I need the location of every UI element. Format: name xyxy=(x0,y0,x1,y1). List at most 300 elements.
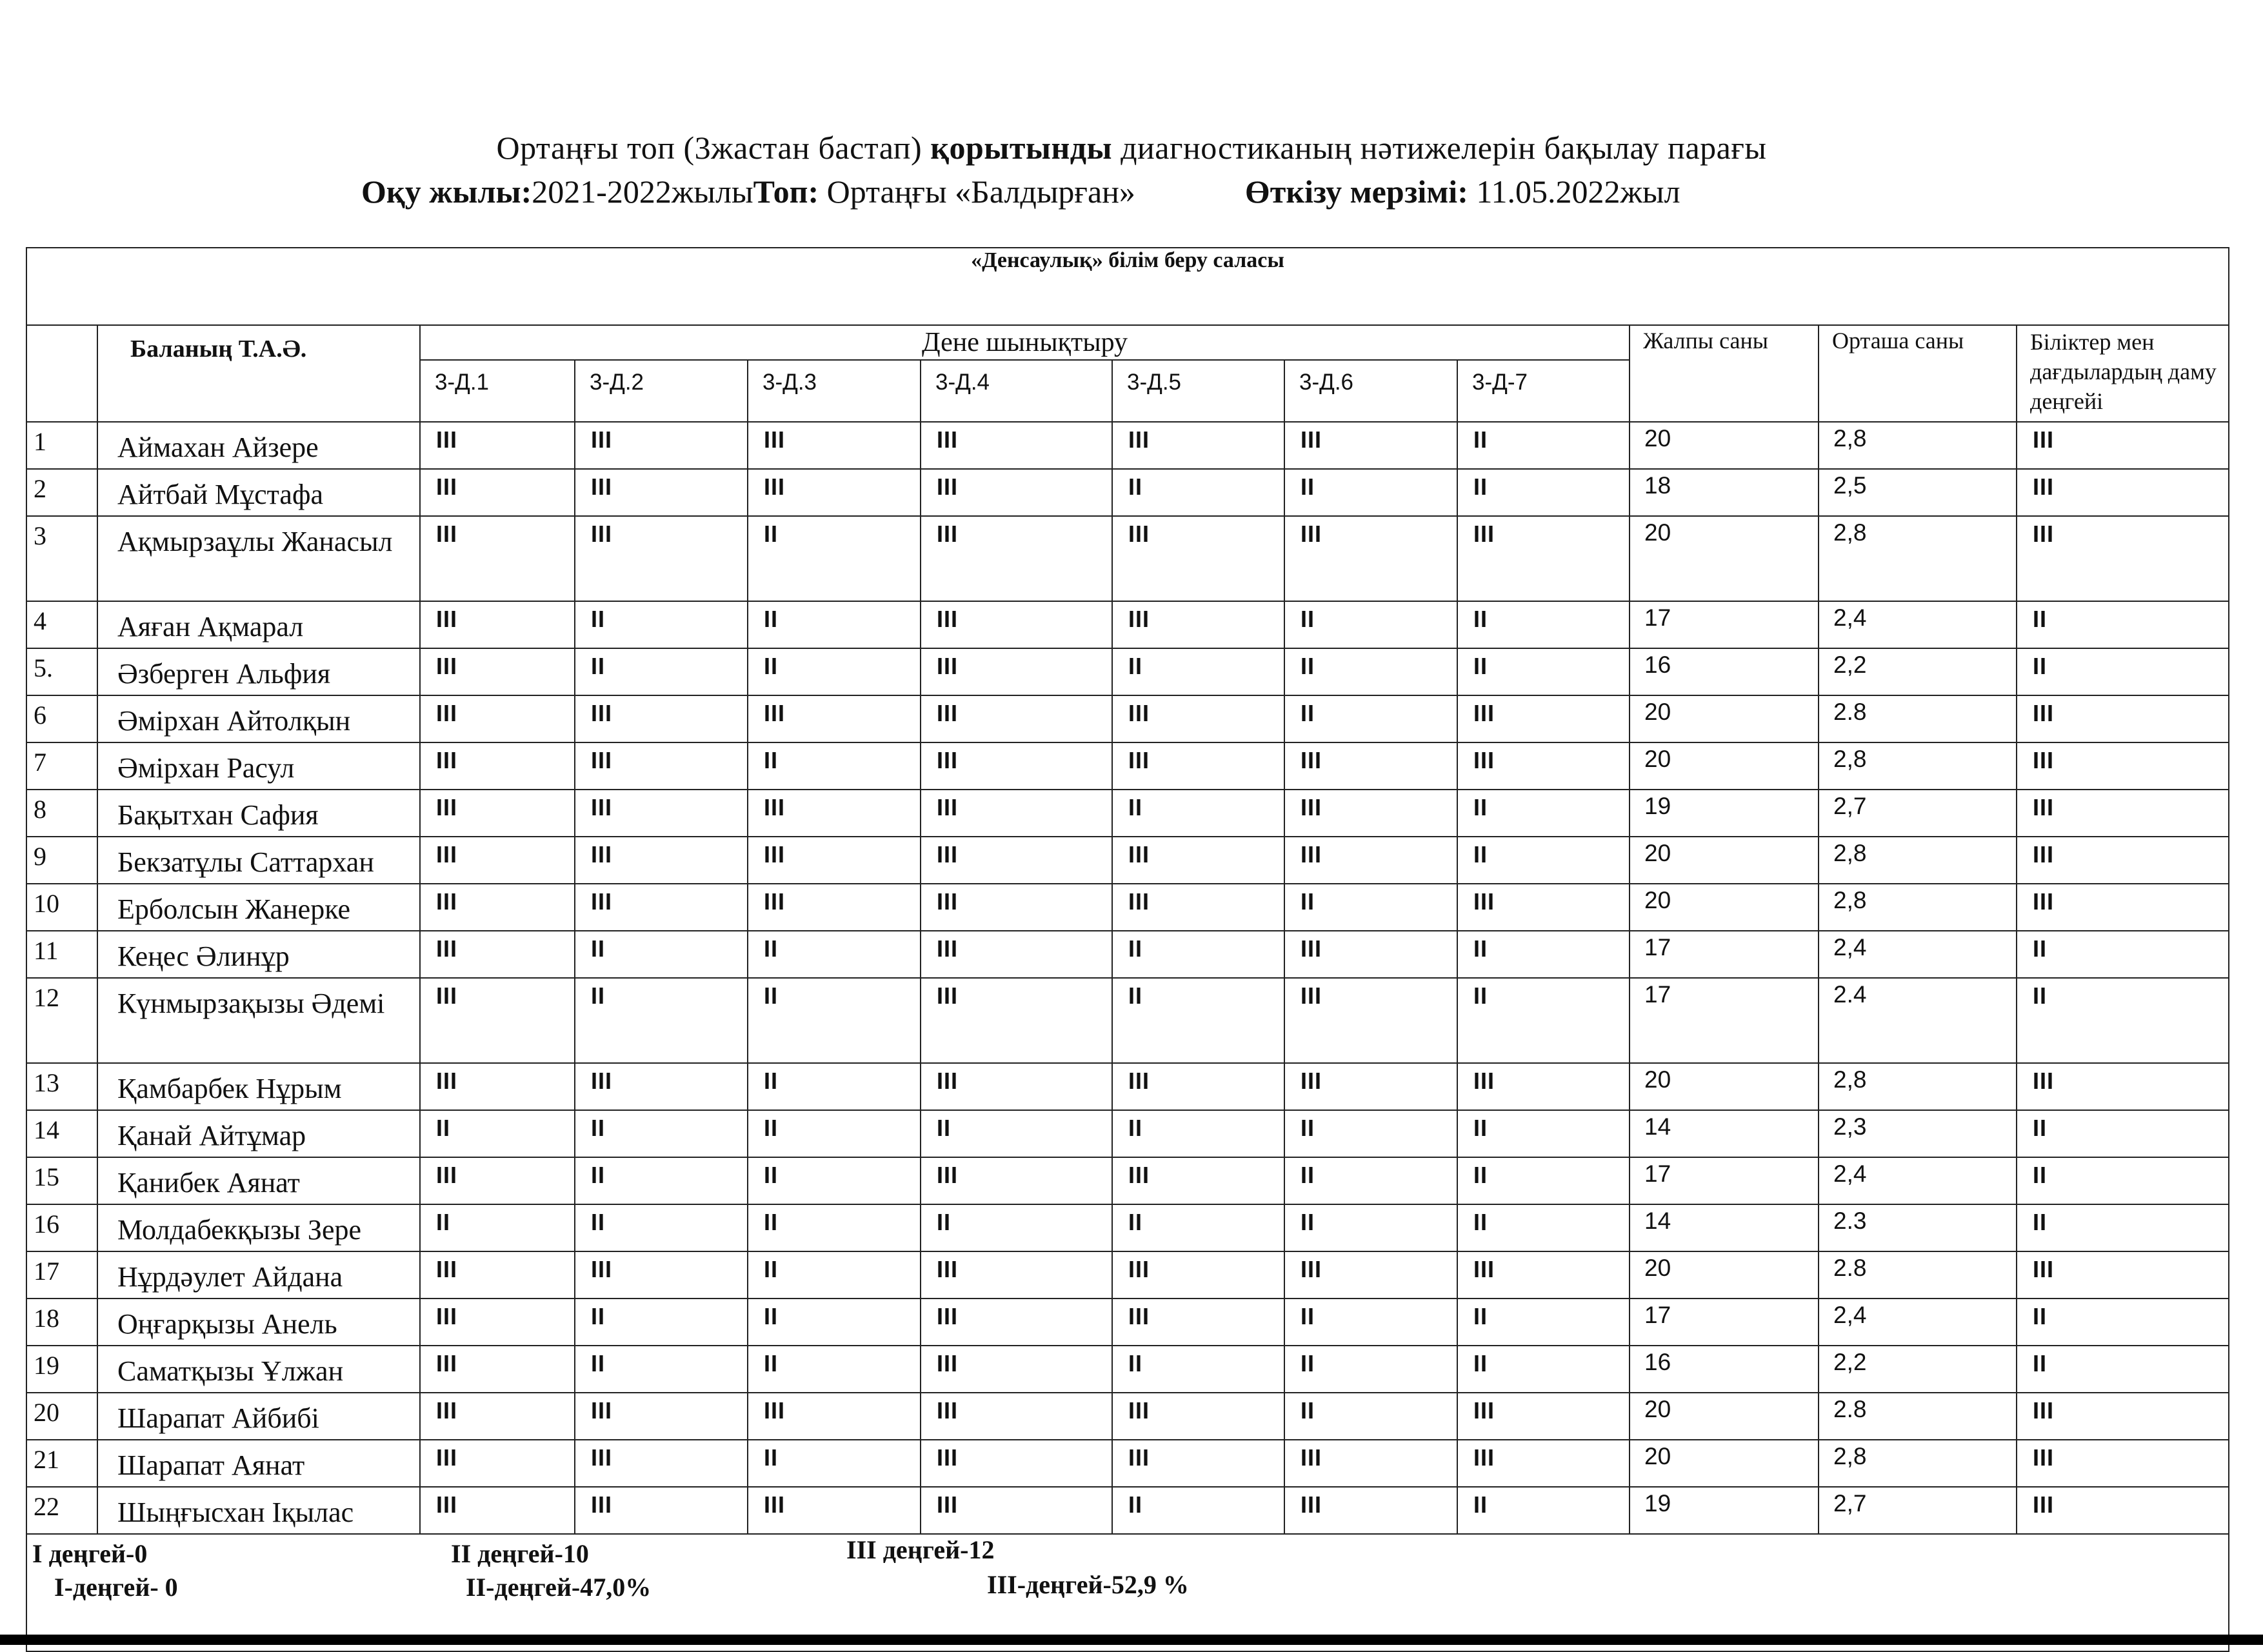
indicator-mark: II xyxy=(575,648,748,695)
child-name: Бекзатұлы Саттархан xyxy=(97,837,420,884)
indicator-mark: III xyxy=(921,978,1112,1063)
total-score: 20 xyxy=(1630,884,1819,931)
average-score: 2,8 xyxy=(1819,742,2017,790)
indicator-mark: III xyxy=(921,931,1112,978)
child-name: Саматқызы Ұлжан xyxy=(97,1346,420,1393)
level-1-percent: I-деңгей- 0 xyxy=(54,1573,178,1602)
student-row xyxy=(26,978,2229,1063)
student-row xyxy=(26,1299,2229,1346)
indicator-mark: III xyxy=(921,837,1112,884)
indicator-mark: II xyxy=(748,1063,921,1110)
student-row xyxy=(26,931,2229,978)
skill-level: III xyxy=(2017,1487,2229,1534)
indicator-mark: III xyxy=(921,884,1112,931)
indicator-mark: III xyxy=(1112,1063,1284,1110)
skill-level: III xyxy=(2017,790,2229,837)
diagnostics-table xyxy=(26,247,2229,1652)
indicator-mark: III xyxy=(1112,516,1284,601)
indicator-mark: II xyxy=(1112,790,1284,837)
row-number: 2 xyxy=(26,469,97,516)
child-name: Бақытхан Сафия xyxy=(97,790,420,837)
child-name: Шыңғысхан Іқылас xyxy=(97,1487,420,1534)
student-row xyxy=(26,742,2229,790)
date-label: Өткізу мерзімі: xyxy=(1244,174,1468,210)
indicator-mark: III xyxy=(420,1440,575,1487)
skill-level: II xyxy=(2017,601,2229,648)
indicator-mark: III xyxy=(921,648,1112,695)
indicator-mark: III xyxy=(1284,837,1457,884)
student-row xyxy=(26,837,2229,884)
indicator-mark: III xyxy=(1284,790,1457,837)
indicator-mark: III xyxy=(1112,1440,1284,1487)
skill-level-header: Біліктер мен дағдылардың даму деңгейі xyxy=(2017,325,2229,422)
average-score: 2.8 xyxy=(1819,695,2017,742)
student-row xyxy=(26,1393,2229,1440)
scan-edge xyxy=(0,1635,2263,1645)
indicator-mark: III xyxy=(921,1063,1112,1110)
indicator-mark: III xyxy=(1457,742,1630,790)
indicator-mark: III xyxy=(1112,884,1284,931)
row-number: 19 xyxy=(26,1346,97,1393)
student-row xyxy=(26,1204,2229,1251)
indicator-mark: III xyxy=(420,837,575,884)
indicator-mark: III xyxy=(420,1393,575,1440)
row-number: 18 xyxy=(26,1299,97,1346)
indicator-mark: II xyxy=(1457,601,1630,648)
skill-level: II xyxy=(2017,1299,2229,1346)
student-row xyxy=(26,1487,2229,1534)
total-score: 17 xyxy=(1630,978,1819,1063)
skill-level: III xyxy=(2017,469,2229,516)
indicator-mark: III xyxy=(1284,931,1457,978)
physical-education-header: Дене шынықтыру xyxy=(420,325,1630,360)
indicator-code-7: 3-Д-7 xyxy=(1457,360,1630,422)
indicator-mark: III xyxy=(575,790,748,837)
indicator-mark: II xyxy=(1284,1299,1457,1346)
education-area-title: «Денсаулық» білім беру саласы xyxy=(26,248,2229,325)
indicator-mark: III xyxy=(575,1440,748,1487)
year-label: Оқу жылы: xyxy=(361,174,532,210)
indicator-mark: II xyxy=(420,1204,575,1251)
indicator-mark: III xyxy=(420,742,575,790)
total-score: 17 xyxy=(1630,931,1819,978)
average-score: 2,4 xyxy=(1819,1157,2017,1204)
indicator-mark: III xyxy=(748,695,921,742)
indicator-mark: II xyxy=(748,516,921,601)
indicator-mark: III xyxy=(921,1157,1112,1204)
indicator-mark: II xyxy=(1457,931,1630,978)
indicator-mark: III xyxy=(1457,695,1630,742)
indicator-mark: II xyxy=(1284,1110,1457,1157)
row-number: 14 xyxy=(26,1110,97,1157)
indicator-mark: III xyxy=(575,742,748,790)
row-number: 12 xyxy=(26,978,97,1063)
child-name: Нұрдәулет Айдана xyxy=(97,1251,420,1299)
row-number: 10 xyxy=(26,884,97,931)
average-score: 2,8 xyxy=(1819,422,2017,469)
indicator-mark: II xyxy=(1284,1157,1457,1204)
indicator-mark: III xyxy=(420,648,575,695)
child-name: Қанибек Аянат xyxy=(97,1157,420,1204)
indicator-mark: II xyxy=(575,1346,748,1393)
indicator-mark: III xyxy=(921,1299,1112,1346)
total-score: 20 xyxy=(1630,837,1819,884)
indicator-mark: III xyxy=(1284,1440,1457,1487)
indicator-mark: II xyxy=(748,1204,921,1251)
indicator-mark: III xyxy=(1284,978,1457,1063)
indicator-code-1: 3-Д.1 xyxy=(420,360,575,422)
student-row xyxy=(26,790,2229,837)
skill-level: III xyxy=(2017,695,2229,742)
indicator-mark: III xyxy=(1457,1251,1630,1299)
child-name: Күнмырзақызы Әдемі xyxy=(97,978,420,1063)
indicator-mark: II xyxy=(1284,601,1457,648)
indicator-mark: II xyxy=(1457,978,1630,1063)
indicator-mark: III xyxy=(1112,1157,1284,1204)
child-name: Ерболсын Жанерке xyxy=(97,884,420,931)
indicator-mark: III xyxy=(420,422,575,469)
summary-row xyxy=(26,1534,2229,1651)
row-number: 5. xyxy=(26,648,97,695)
row-number: 16 xyxy=(26,1204,97,1251)
student-row xyxy=(26,1157,2229,1204)
indicator-mark: II xyxy=(575,1157,748,1204)
indicator-mark: III xyxy=(921,790,1112,837)
skill-level: III xyxy=(2017,1063,2229,1110)
skill-level: III xyxy=(2017,1251,2229,1299)
indicator-mark: III xyxy=(748,469,921,516)
indicator-mark: II xyxy=(575,1299,748,1346)
indicator-mark: III xyxy=(921,1346,1112,1393)
indicator-mark: II xyxy=(575,601,748,648)
total-score: 20 xyxy=(1630,1440,1819,1487)
indicator-mark: II xyxy=(1284,1204,1457,1251)
indicator-mark: III xyxy=(420,1346,575,1393)
level-2-count: II деңгей-10 xyxy=(451,1539,589,1568)
indicator-mark: III xyxy=(921,1440,1112,1487)
total-score: 20 xyxy=(1630,1251,1819,1299)
student-row xyxy=(26,516,2229,601)
indicator-mark: III xyxy=(1284,422,1457,469)
total-score: 14 xyxy=(1630,1204,1819,1251)
indicator-mark: II xyxy=(1112,1346,1284,1393)
skill-level: III xyxy=(2017,884,2229,931)
indicator-mark: II xyxy=(921,1110,1112,1157)
row-number: 6 xyxy=(26,695,97,742)
indicator-mark: II xyxy=(575,931,748,978)
average-score: 2,4 xyxy=(1819,1299,2017,1346)
indicator-mark: III xyxy=(420,884,575,931)
row-number: 1 xyxy=(26,422,97,469)
student-row xyxy=(26,695,2229,742)
indicator-mark: II xyxy=(748,1346,921,1393)
total-score: 20 xyxy=(1630,742,1819,790)
indicator-mark: III xyxy=(748,1393,921,1440)
indicator-mark: III xyxy=(921,469,1112,516)
skill-level: II xyxy=(2017,978,2229,1063)
indicator-mark: III xyxy=(1284,1487,1457,1534)
indicator-mark: III xyxy=(575,1393,748,1440)
indicator-mark: II xyxy=(1112,648,1284,695)
indicator-mark: II xyxy=(1457,1204,1630,1251)
child-name: Шарапат Айбибі xyxy=(97,1393,420,1440)
indicator-mark: III xyxy=(1112,1393,1284,1440)
child-name: Қанай Айтұмар xyxy=(97,1110,420,1157)
indicator-mark: III xyxy=(420,1251,575,1299)
indicator-mark: III xyxy=(921,1393,1112,1440)
child-name: Қамбарбек Нұрым xyxy=(97,1063,420,1110)
child-name: Аймахан Айзере xyxy=(97,422,420,469)
student-row xyxy=(26,648,2229,695)
indicator-mark: II xyxy=(1284,884,1457,931)
indicator-mark: III xyxy=(1457,516,1630,601)
indicator-mark: II xyxy=(1457,469,1630,516)
indicator-mark: III xyxy=(748,422,921,469)
indicator-mark: III xyxy=(1112,742,1284,790)
indicator-mark: III xyxy=(420,516,575,601)
skill-level: II xyxy=(2017,1346,2229,1393)
indicator-mark: III xyxy=(575,1251,748,1299)
average-score: 2,8 xyxy=(1819,837,2017,884)
year-value: 2021-2022жылы xyxy=(532,174,753,210)
indicator-code-5: 3-Д.5 xyxy=(1112,360,1284,422)
student-row xyxy=(26,884,2229,931)
level-3-percent: III-деңгей-52,9 % xyxy=(987,1570,1189,1599)
indicator-code-3: 3-Д.3 xyxy=(748,360,921,422)
total-score: 16 xyxy=(1630,1346,1819,1393)
indicator-mark: II xyxy=(1457,648,1630,695)
group-label: Топ: xyxy=(753,174,819,210)
skill-level: III xyxy=(2017,1393,2229,1440)
child-name: Айтбай Мұстафа xyxy=(97,469,420,516)
total-score: 20 xyxy=(1630,1063,1819,1110)
indicator-mark: II xyxy=(575,1110,748,1157)
indicator-mark: II xyxy=(921,1204,1112,1251)
total-score: 18 xyxy=(1630,469,1819,516)
indicator-mark: III xyxy=(1112,837,1284,884)
row-number: 13 xyxy=(26,1063,97,1110)
indicator-mark: III xyxy=(748,884,921,931)
indicator-mark: III xyxy=(575,884,748,931)
skill-level: III xyxy=(2017,742,2229,790)
student-row xyxy=(26,469,2229,516)
total-score: 17 xyxy=(1630,1299,1819,1346)
indicator-mark: II xyxy=(1112,1204,1284,1251)
date-value: 11.05.2022жыл xyxy=(1468,174,1680,210)
indicator-mark: II xyxy=(748,601,921,648)
indicator-mark: II xyxy=(1457,837,1630,884)
document-subtitle xyxy=(361,173,1680,210)
indicator-mark: II xyxy=(748,1440,921,1487)
average-score: 2,4 xyxy=(1819,601,2017,648)
indicator-mark: II xyxy=(575,978,748,1063)
indicator-mark: III xyxy=(1457,1393,1630,1440)
average-score: 2.8 xyxy=(1819,1393,2017,1440)
total-score: 20 xyxy=(1630,695,1819,742)
indicator-mark: II xyxy=(1284,648,1457,695)
row-number: 9 xyxy=(26,837,97,884)
indicator-mark: II xyxy=(1457,790,1630,837)
indicator-mark: II xyxy=(1112,978,1284,1063)
total-score: 19 xyxy=(1630,790,1819,837)
skill-level: III xyxy=(2017,837,2229,884)
indicator-mark: II xyxy=(1457,1487,1630,1534)
indicator-code-6: 3-Д.6 xyxy=(1284,360,1457,422)
student-row xyxy=(26,1110,2229,1157)
average-score: 2,5 xyxy=(1819,469,2017,516)
indicator-mark: II xyxy=(748,1251,921,1299)
row-number: 17 xyxy=(26,1251,97,1299)
group-value: Ортаңғы «Балдырған» xyxy=(819,174,1135,210)
row-number: 4 xyxy=(26,601,97,648)
child-name: Аяған Ақмарал xyxy=(97,601,420,648)
indicator-mark: III xyxy=(575,837,748,884)
indicator-mark: III xyxy=(748,837,921,884)
indicator-mark: II xyxy=(748,742,921,790)
total-score: 20 xyxy=(1630,422,1819,469)
indicator-code-2: 3-Д.2 xyxy=(575,360,748,422)
row-number: 11 xyxy=(26,931,97,978)
child-name: Молдабекқызы Зере xyxy=(97,1204,420,1251)
indicator-mark: III xyxy=(575,516,748,601)
skill-level: III xyxy=(2017,422,2229,469)
average-score: 2,7 xyxy=(1819,790,2017,837)
total-score: 20 xyxy=(1630,1393,1819,1440)
indicator-mark: II xyxy=(1112,1487,1284,1534)
average-score: 2,4 xyxy=(1819,931,2017,978)
total-score: 14 xyxy=(1630,1110,1819,1157)
indicator-mark: III xyxy=(420,695,575,742)
row-number: 3 xyxy=(26,516,97,601)
skill-level: II xyxy=(2017,931,2229,978)
indicator-mark: III xyxy=(420,790,575,837)
level-3-count: III деңгей-12 xyxy=(846,1535,995,1564)
indicator-mark: III xyxy=(1457,1440,1630,1487)
indicator-mark: III xyxy=(420,1487,575,1534)
student-row xyxy=(26,422,2229,469)
indicator-mark: III xyxy=(575,1487,748,1534)
indicator-mark: III xyxy=(748,1487,921,1534)
indicator-mark: II xyxy=(1457,1157,1630,1204)
total-score: 19 xyxy=(1630,1487,1819,1534)
child-name: Әзберген Альфия xyxy=(97,648,420,695)
indicator-mark: III xyxy=(921,516,1112,601)
indicator-mark: II xyxy=(1457,1299,1630,1346)
row-number: 21 xyxy=(26,1440,97,1487)
indicator-mark: II xyxy=(1457,1110,1630,1157)
indicator-mark: II xyxy=(1284,1346,1457,1393)
indicator-mark: III xyxy=(1112,1299,1284,1346)
indicator-mark: II xyxy=(420,1110,575,1157)
indicator-mark: III xyxy=(1112,1251,1284,1299)
indicator-mark: III xyxy=(575,695,748,742)
skill-level: II xyxy=(2017,1157,2229,1204)
child-name: Әмірхан Айтолқын xyxy=(97,695,420,742)
total-header: Жалпы саны xyxy=(1630,325,1819,422)
skill-level: II xyxy=(2017,648,2229,695)
average-score: 2,8 xyxy=(1819,884,2017,931)
row-number: 22 xyxy=(26,1487,97,1534)
indicator-mark: III xyxy=(921,1251,1112,1299)
indicator-mark: II xyxy=(748,978,921,1063)
indicator-mark: III xyxy=(1112,695,1284,742)
indicator-mark: II xyxy=(748,1110,921,1157)
row-number: 8 xyxy=(26,790,97,837)
student-row xyxy=(26,1346,2229,1393)
indicator-mark: III xyxy=(420,469,575,516)
child-name: Әмірхан Расул xyxy=(97,742,420,790)
average-score: 2,8 xyxy=(1819,516,2017,601)
summary-cell xyxy=(26,1534,2229,1651)
indicator-mark: II xyxy=(1284,695,1457,742)
indicator-mark: III xyxy=(575,469,748,516)
indicator-mark: II xyxy=(1457,422,1630,469)
skill-level: II xyxy=(2017,1204,2229,1251)
average-score: 2,7 xyxy=(1819,1487,2017,1534)
indicator-mark: II xyxy=(1457,1346,1630,1393)
indicator-mark: III xyxy=(748,790,921,837)
student-row xyxy=(26,601,2229,648)
indicator-mark: III xyxy=(420,1299,575,1346)
indicator-mark: III xyxy=(1284,742,1457,790)
average-header: Орташа саны xyxy=(1819,325,2017,422)
average-score: 2.4 xyxy=(1819,978,2017,1063)
child-name: Ақмырзаұлы Жанасыл xyxy=(97,516,420,601)
indicator-mark: III xyxy=(921,695,1112,742)
indicator-mark: II xyxy=(1112,931,1284,978)
indicator-mark: III xyxy=(921,422,1112,469)
indicator-mark: III xyxy=(420,931,575,978)
indicator-mark: III xyxy=(921,742,1112,790)
indicator-mark: II xyxy=(748,1299,921,1346)
total-score: 17 xyxy=(1630,601,1819,648)
indicator-mark: II xyxy=(748,931,921,978)
indicator-mark: III xyxy=(1112,422,1284,469)
indicator-mark: II xyxy=(1284,1393,1457,1440)
row-number: 7 xyxy=(26,742,97,790)
row-number: 20 xyxy=(26,1393,97,1440)
indicator-mark: III xyxy=(1457,1063,1630,1110)
average-score: 2,2 xyxy=(1819,1346,2017,1393)
average-score: 2,2 xyxy=(1819,648,2017,695)
indicator-mark: II xyxy=(1284,469,1457,516)
average-score: 2,3 xyxy=(1819,1110,2017,1157)
indicator-mark: III xyxy=(1284,1063,1457,1110)
level-1-count: I деңгей-0 xyxy=(32,1539,148,1568)
indicator-mark: III xyxy=(1112,601,1284,648)
indicator-mark: III xyxy=(420,1157,575,1204)
indicator-mark: III xyxy=(1457,884,1630,931)
student-row xyxy=(26,1440,2229,1487)
level-2-percent: II-деңгей-47,0% xyxy=(466,1573,652,1602)
average-score: 2.8 xyxy=(1819,1251,2017,1299)
student-row xyxy=(26,1063,2229,1110)
total-score: 20 xyxy=(1630,516,1819,601)
indicator-mark: II xyxy=(748,1157,921,1204)
indicator-mark: III xyxy=(921,601,1112,648)
indicator-mark: III xyxy=(420,978,575,1063)
indicator-mark: II xyxy=(1112,1110,1284,1157)
indicator-mark: III xyxy=(1284,516,1457,601)
average-score: 2.3 xyxy=(1819,1204,2017,1251)
child-name: Шарапат Аянат xyxy=(97,1440,420,1487)
number-header xyxy=(26,325,97,422)
indicator-mark: III xyxy=(420,1063,575,1110)
indicator-mark: III xyxy=(575,1063,748,1110)
indicator-mark: II xyxy=(748,648,921,695)
average-score: 2,8 xyxy=(1819,1063,2017,1110)
child-name: Кеңес Әлинұр xyxy=(97,931,420,978)
